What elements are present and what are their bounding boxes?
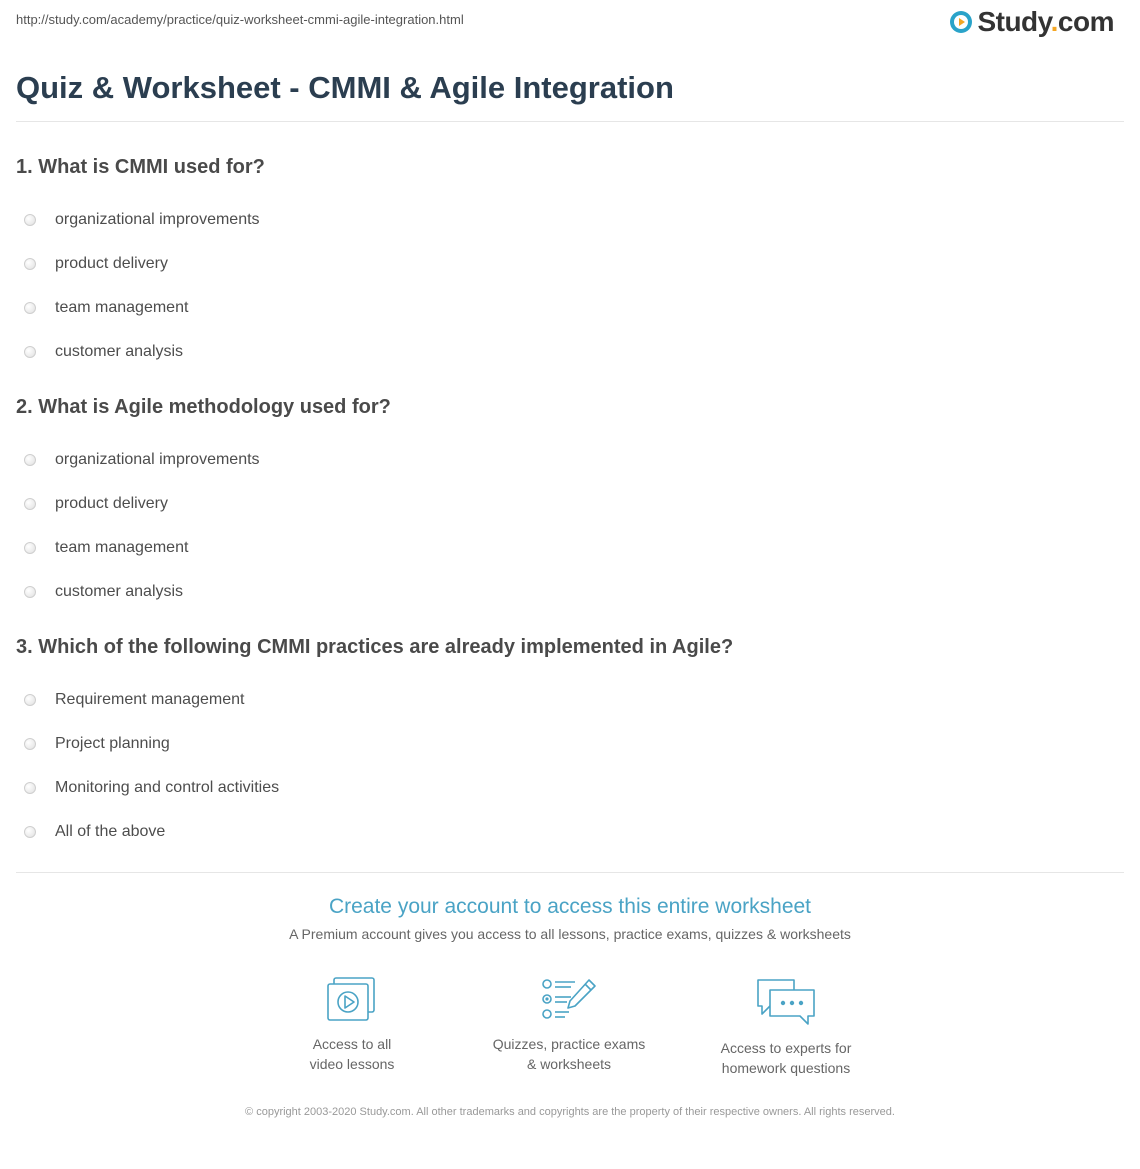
- page-title: Quiz & Worksheet - CMMI & Agile Integration: [16, 70, 674, 105]
- question-3: [16, 636, 1124, 854]
- feature-experts: [686, 976, 886, 1078]
- divider: [16, 872, 1124, 873]
- option-label: team management: [55, 299, 189, 316]
- feature-label: Access to experts for homework questions: [720, 1040, 852, 1076]
- option-label: customer analysis: [55, 583, 184, 600]
- logo-text-main: Study: [977, 6, 1051, 37]
- option-label: product delivery: [55, 495, 168, 512]
- logo-text-tld: com: [1057, 6, 1114, 37]
- chat-bubbles-icon: [754, 976, 818, 1028]
- radio-button[interactable]: [24, 782, 36, 794]
- question-2: [16, 396, 1124, 614]
- radio-button[interactable]: [24, 258, 36, 270]
- copyright-notice: © copyright 2003-2020 Study.com. All other trademarks and copyrights are the property of their respective owners. All rights reserved.: [245, 1106, 895, 1118]
- radio-button[interactable]: [24, 454, 36, 466]
- option-label: All of the above: [55, 823, 166, 840]
- cta-heading[interactable]: Create your account to access this entire worksheet: [328, 895, 812, 918]
- radio-button[interactable]: [24, 586, 36, 598]
- radio-button[interactable]: [24, 694, 36, 706]
- question-1: [16, 156, 1124, 374]
- radio-button[interactable]: [24, 302, 36, 314]
- logo-text-dot: .: [1050, 6, 1058, 37]
- radio-button[interactable]: [24, 498, 36, 510]
- radio-button[interactable]: [24, 346, 36, 358]
- radio-button[interactable]: [24, 738, 36, 750]
- answer-option[interactable]: [16, 810, 1124, 854]
- radio-button[interactable]: [24, 826, 36, 838]
- option-label: product delivery: [55, 255, 168, 272]
- answer-option[interactable]: [16, 242, 1124, 286]
- page-url: http://study.com/academy/practice/quiz-worksheet-cmmi-agile-integration.html: [16, 12, 464, 27]
- study-logo[interactable]: [949, 6, 1114, 38]
- answer-option[interactable]: [16, 438, 1124, 482]
- quiz-checklist-icon: [541, 976, 597, 1024]
- answer-option[interactable]: [16, 286, 1124, 330]
- feature-quizzes: [469, 976, 669, 1074]
- feature-label: Quizzes, practice exams & worksheets: [492, 1036, 646, 1072]
- logo-text: [977, 6, 1114, 38]
- question-title: 1. What is CMMI used for?: [16, 156, 265, 178]
- play-circle-icon: [949, 10, 973, 34]
- radio-button[interactable]: [24, 542, 36, 554]
- answer-option[interactable]: [16, 330, 1124, 374]
- video-lessons-icon: [325, 976, 379, 1024]
- feature-video-lessons: [252, 976, 452, 1074]
- option-label: Project planning: [55, 735, 170, 752]
- divider: [16, 121, 1124, 122]
- cta-subheading: A Premium account gives you access to all lessons, practice exams, quizzes & worksheets: [289, 926, 851, 942]
- answer-option[interactable]: [16, 570, 1124, 614]
- answer-option[interactable]: [16, 482, 1124, 526]
- answer-option[interactable]: [16, 766, 1124, 810]
- feature-label: Access to all video lessons: [309, 1036, 395, 1072]
- option-label: customer analysis: [55, 343, 184, 360]
- option-label: Requirement management: [55, 691, 245, 708]
- option-label: team management: [55, 539, 189, 556]
- top-bar: [0, 0, 1140, 50]
- question-title: 3. Which of the following CMMI practices are already implemented in Agile?: [16, 636, 734, 658]
- answer-option[interactable]: [16, 526, 1124, 570]
- question-title: 2. What is Agile methodology used for?: [16, 396, 391, 418]
- option-label: Monitoring and control activities: [55, 779, 280, 796]
- option-label: organizational improvements: [55, 211, 260, 228]
- answer-option[interactable]: [16, 678, 1124, 722]
- answer-option[interactable]: [16, 198, 1124, 242]
- answer-option[interactable]: [16, 722, 1124, 766]
- radio-button[interactable]: [24, 214, 36, 226]
- option-label: organizational improvements: [55, 451, 260, 468]
